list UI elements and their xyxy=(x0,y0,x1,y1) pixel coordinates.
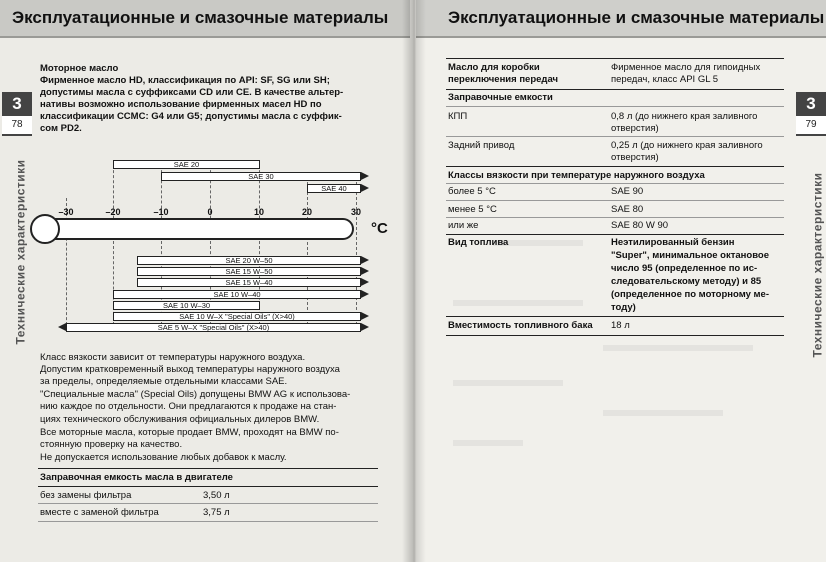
capacity-label: без замены фильтра xyxy=(40,490,132,501)
fuel-value-line: следовательскому методу) и 85 xyxy=(611,276,762,287)
left-chapter-number: 3 xyxy=(12,94,22,113)
fill-capacity-value: 0,25 л (до нижнего края заливного xyxy=(611,140,763,151)
left-chapter-tab xyxy=(2,92,32,136)
fuel-value-line: тоду) xyxy=(611,302,636,313)
gearbox-oil-label: переключения передач xyxy=(448,74,559,85)
gridline xyxy=(307,172,308,330)
tick-label: 0 xyxy=(207,207,213,217)
divider xyxy=(446,166,784,167)
divider xyxy=(446,136,784,137)
right-page-number: 79 xyxy=(796,116,826,134)
gearbox-oil-value: Фирменное масло для гипоидных xyxy=(611,62,761,73)
left-header-title: Эксплуатационные и смазочные материалы xyxy=(12,8,389,27)
divider xyxy=(446,58,784,59)
right-header xyxy=(416,0,826,38)
bleed-through xyxy=(453,300,583,306)
engine-oil-spec-line: классификации CCMC: G4 или G5; допустимы масла с суффик- xyxy=(40,111,342,122)
fill-capacity-value: 0,8 л (до нижнего края заливного xyxy=(611,111,758,122)
bar-sae10wx: SAE 10 W–X "Special Oils" (X>40) xyxy=(113,312,361,321)
divider xyxy=(38,468,378,469)
bar-sae15w40: SAE 15 W–40 xyxy=(137,278,361,287)
body-text-line: нию каждое по отдельности. Они предлагаются к продаже на стан- xyxy=(40,401,337,412)
divider xyxy=(38,486,378,487)
divider xyxy=(38,503,378,504)
book-gutter xyxy=(402,0,426,562)
viscosity-value: SAE 80 W 90 xyxy=(611,220,669,231)
right-header-title: Эксплуатационные и смазочные материалы xyxy=(448,8,825,27)
tick-label: 10 xyxy=(253,207,265,217)
divider xyxy=(446,183,784,184)
engine-oil-spec-line: Фирменное масло HD, классификация по API: SF, SG или SH; xyxy=(40,75,330,86)
right-side-label: Технические характеристики xyxy=(810,172,825,358)
tick-label: 30 xyxy=(350,207,362,217)
bar-sae10w30: SAE 10 W–30 xyxy=(113,301,260,310)
gearbox-oil-value: передач, класс API GL 5 xyxy=(611,74,719,85)
tank-value: 18 л xyxy=(611,320,630,331)
bleed-through xyxy=(603,410,723,416)
fill-capacity-value: отверстия) xyxy=(611,123,659,134)
right-chapter-number: 3 xyxy=(806,94,816,113)
thermometer-bulb xyxy=(30,214,60,244)
tick-label: 20 xyxy=(301,207,313,217)
fill-capacity-value: отверстия) xyxy=(611,152,659,163)
fuel-value-line: Неэтилированный бензин xyxy=(611,237,735,248)
divider xyxy=(446,89,784,90)
bar-sae5wx: SAE 5 W–X "Special Oils" (X>40) xyxy=(66,323,361,332)
engine-oil-spec-line: сом PD2. xyxy=(40,123,82,134)
engine-oil-spec-line: допустимы масла с суффиксами CD или CE. В качестве альтер- xyxy=(40,87,344,98)
viscosity-value: SAE 90 xyxy=(611,186,644,197)
bleed-through xyxy=(453,440,523,446)
tick-label: –10 xyxy=(153,207,169,217)
body-text-line: Все моторные масла, которые продает BMW, проходят на BMW по- xyxy=(40,427,339,438)
tank-label: Вместимость топливного бака xyxy=(448,320,593,331)
fill-capacity-label: КПП xyxy=(448,111,468,122)
viscosity-label: более 5 °С xyxy=(448,186,496,197)
divider xyxy=(446,200,784,201)
bar-sae20w50: SAE 20 W–50 xyxy=(137,256,361,265)
body-text-line: "Специальные масла" (Special Oils) допущены BMW AG к использова- xyxy=(40,389,351,400)
gearbox-oil-label: Масло для коробки xyxy=(448,62,540,73)
bar-sae20: SAE 20 xyxy=(113,160,260,169)
fill-capacities-heading: Заправочные емкости xyxy=(448,92,553,103)
body-text-line: за пределы, определяемые отдельными классами SAE. xyxy=(40,376,288,387)
fuel-value-line: "Super", минимальное октановое xyxy=(611,250,770,261)
left-header xyxy=(0,0,410,38)
divider xyxy=(446,234,784,235)
divider xyxy=(446,335,784,336)
capacity-label: вместе с заменой фильтра xyxy=(40,507,159,518)
bar-sae15w50: SAE 15 W–50 xyxy=(137,267,361,276)
bar-sae40: SAE 40 xyxy=(307,184,361,193)
divider xyxy=(38,521,378,522)
fuel-label: Вид топлива xyxy=(448,237,509,248)
body-text-line: циях технического обслуживания официальных дилеров BMW. xyxy=(40,414,320,425)
oil-capacity-heading: Заправочная емкость масла в двигателе xyxy=(40,472,233,483)
unit-label: °C xyxy=(371,220,388,237)
divider xyxy=(446,316,784,317)
fuel-value-line: (определенное по моторному ме- xyxy=(611,289,769,300)
left-side-label: Технические характеристики xyxy=(13,159,28,345)
bleed-through xyxy=(603,345,753,351)
bar-sae30: SAE 30 xyxy=(161,172,361,181)
gridline xyxy=(356,172,357,330)
viscosity-classes-heading: Классы вязкости при температуре наружного воздуха xyxy=(448,170,705,181)
left-page-number: 78 xyxy=(2,116,32,134)
tick-label: –20 xyxy=(105,207,121,217)
bleed-through xyxy=(453,380,563,386)
divider xyxy=(446,106,784,107)
fuel-value-line: число 95 (определенное по ис- xyxy=(611,263,758,274)
viscosity-label: или же xyxy=(448,220,479,231)
thermometer-tube xyxy=(42,218,354,240)
body-text-line: Допустим кратковременный выход температуры наружного воздуха xyxy=(40,364,340,375)
bar-sae10w40: SAE 10 W–40 xyxy=(113,290,361,299)
divider xyxy=(446,217,784,218)
engine-oil-spec-line: нативы возможно использование фирменных масел HD по xyxy=(40,99,322,110)
capacity-value: 3,75 л xyxy=(203,507,230,518)
viscosity-value: SAE 80 xyxy=(611,204,644,215)
engine-oil-heading: Моторное масло xyxy=(40,63,119,74)
viscosity-label: менее 5 °С xyxy=(448,204,497,215)
fill-capacity-label: Задний привод xyxy=(448,140,515,151)
body-text-line: стоянную проверку на качество. xyxy=(40,439,183,450)
body-text-line: Не допускается использование любых добавок к маслу. xyxy=(40,452,287,463)
body-text-line: Класс вязкости зависит от температуры наружного воздуха. xyxy=(40,352,306,363)
right-chapter-tab xyxy=(796,92,826,136)
capacity-value: 3,50 л xyxy=(203,490,230,501)
tick-label: –30 xyxy=(58,207,74,217)
